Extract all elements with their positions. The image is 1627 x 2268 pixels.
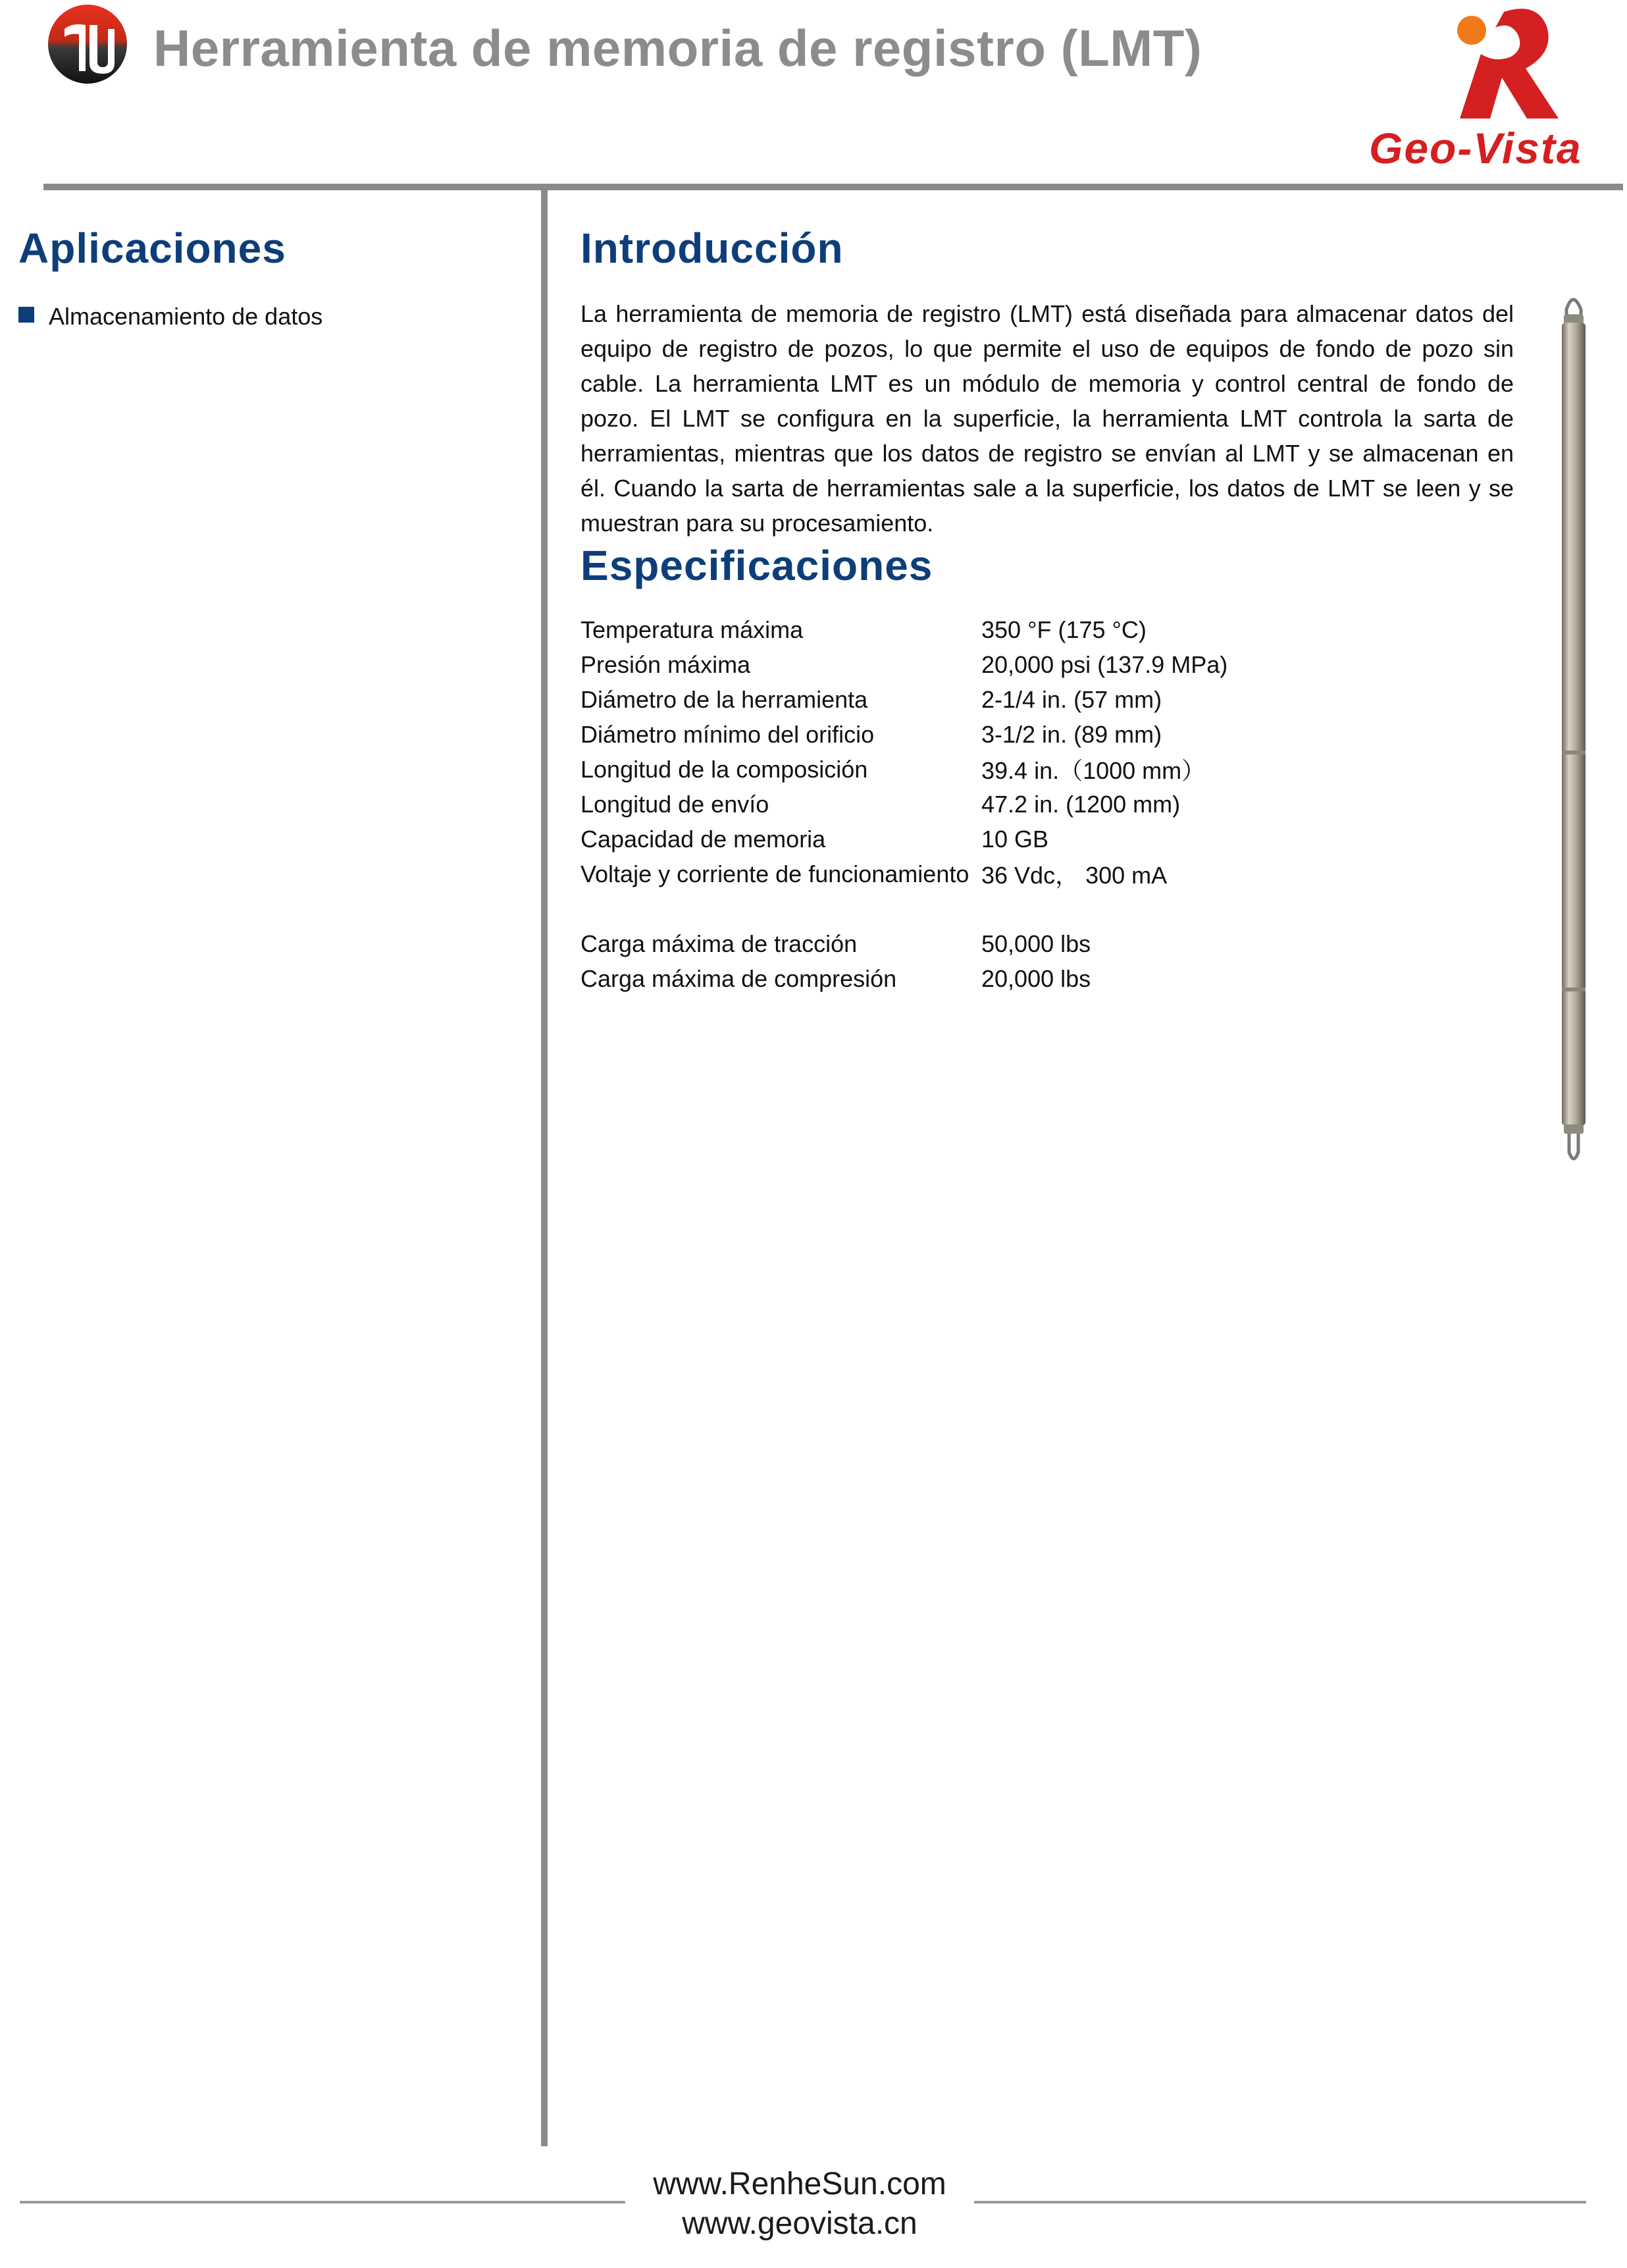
header-divider: [43, 184, 1623, 190]
spec-value: 10 GB: [981, 825, 1049, 853]
spec-value: 39.4 in.（1000 mm）: [981, 757, 1206, 784]
spec-row: [581, 647, 1227, 682]
renhe-logo-icon: [46, 3, 129, 86]
spec-label: Capacidad de memoria: [581, 825, 826, 853]
spec-row: [581, 752, 1227, 787]
spec-row: [581, 787, 1227, 822]
spec-label: Carga máxima de tracción: [581, 930, 858, 957]
applications-heading: Aplicaciones: [18, 224, 286, 272]
spec-value: 3-1/2 in. (89 mm): [981, 720, 1162, 748]
spec-label: Longitud de la composición: [581, 755, 868, 783]
column-divider: [541, 190, 548, 2146]
geovista-r-logo-icon: [1349, 0, 1626, 171]
lmt-tool-image: [1540, 290, 1606, 1165]
spec-row: [581, 857, 1227, 891]
spec-value: 2-1/4 in. (57 mm): [981, 685, 1162, 713]
footer-url-renhesun[interactable]: www.RenheSun.com: [653, 2167, 946, 2202]
spec-label: Carga máxima de compresión: [581, 964, 897, 992]
applications-list: [18, 303, 323, 330]
footer-divider-left: [20, 2201, 625, 2203]
geovista-logo-text: Geo-Vista: [1369, 124, 1582, 171]
spec-label: Diámetro mínimo del orificio: [581, 720, 875, 748]
spec-row: [581, 612, 1227, 647]
spec-value: 20,000 lbs: [981, 964, 1091, 992]
specifications-heading: Especificaciones: [581, 542, 933, 589]
spec-spacer: [581, 891, 1227, 926]
specifications-table: [581, 612, 1227, 996]
page-title: Herramienta de memoria de registro (LMT): [153, 19, 1202, 77]
spec-value: 47.2 in. (1200 mm): [981, 790, 1181, 818]
square-bullet-icon: [18, 307, 34, 323]
footer-url-geovista[interactable]: www.geovista.cn: [682, 2206, 917, 2241]
spec-row: [581, 961, 1227, 996]
spec-label: Diámetro de la herramienta: [581, 685, 868, 713]
list-item: [18, 303, 323, 330]
spec-value: 350 °F (175 °C): [981, 616, 1147, 643]
spec-value: 20,000 psi (137.9 MPa): [981, 650, 1228, 678]
spec-label: Temperatura máxima: [581, 616, 804, 643]
spec-value: 50,000 lbs: [981, 930, 1091, 957]
spec-row: [581, 717, 1227, 752]
footer-divider-right: [974, 2201, 1586, 2203]
introduction-heading: Introducción: [581, 224, 844, 272]
spec-label: Presión máxima: [581, 650, 751, 678]
spec-row: [581, 682, 1227, 717]
spec-row: [581, 926, 1227, 961]
introduction-text: La herramienta de memoria de registro (LMT) está diseñada para almacenar datos del equipo de registro de pozos, lo que permite el uso de equipos de fondo de pozo sin cable. La herramienta LMT es un módulo de memoria y control central de fondo de pozo. El LMT se configura en la superficie, la herramienta LMT controla la sarta de herramientas, mientras que los datos de registro se envían al LMT y se almacenan en él. Cuando la sarta de herramientas sale a la superficie, los datos de LMT se leen y se muestran para su procesamiento.: [581, 300, 1514, 537]
spec-label: Voltaje y corriente de funcionamiento: [581, 860, 969, 887]
spec-label: Longitud de envío: [581, 790, 769, 818]
spec-value: 36 Vdc， 300 mA: [981, 862, 1168, 889]
application-label: Almacenamiento de datos: [49, 303, 323, 330]
spec-row: [581, 822, 1227, 857]
